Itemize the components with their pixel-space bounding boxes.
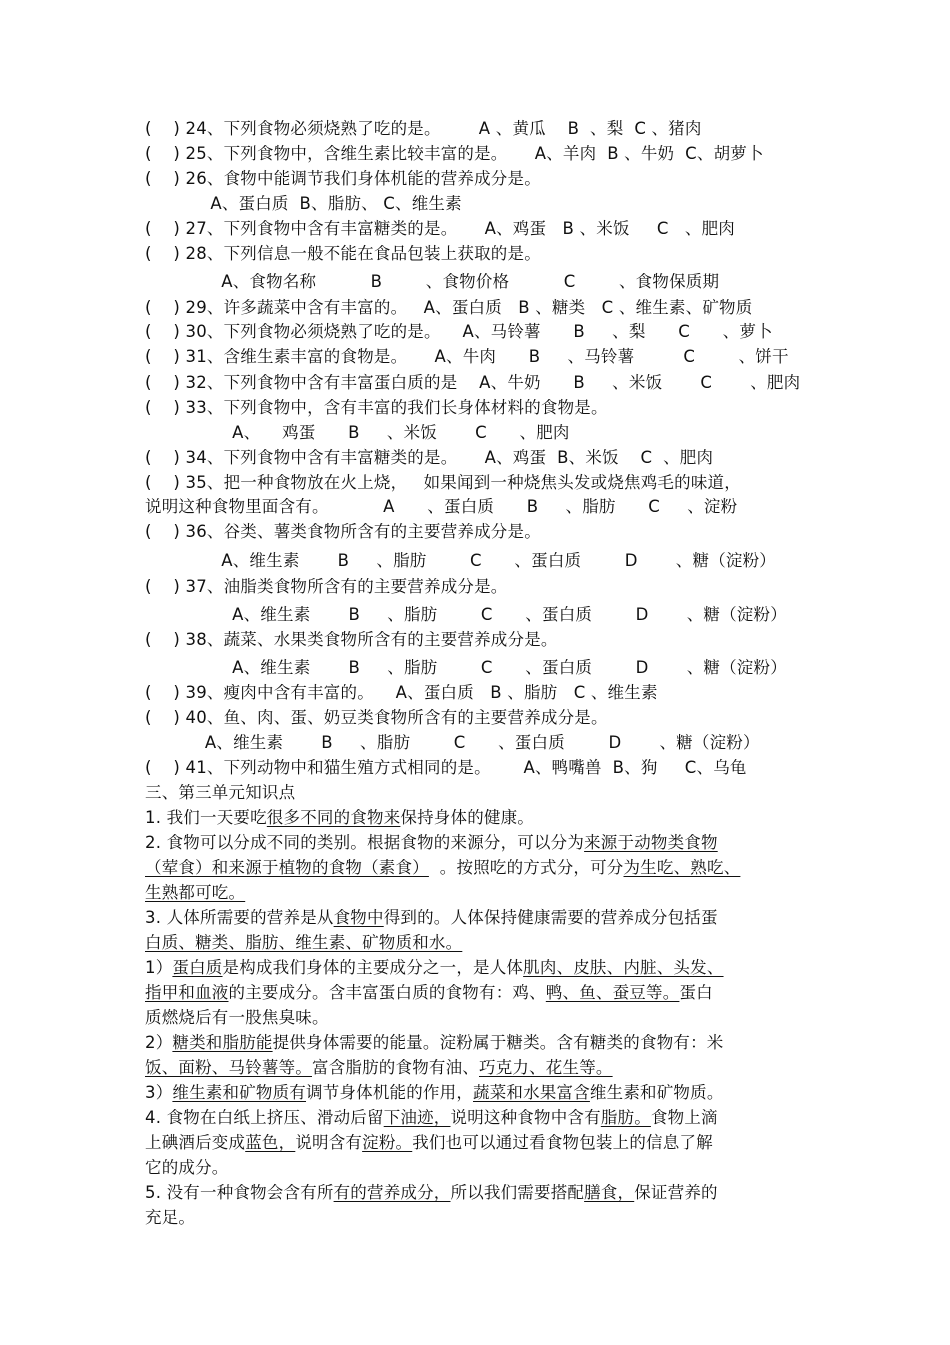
question-38: ( ) 38、蔬菜、水果类食物所含有的主要营养成分是。 xyxy=(145,630,558,649)
note-2-line-3 xyxy=(145,882,245,904)
note-text: 蛋白 xyxy=(679,983,713,1002)
note-blank: 来源于动物类食物 xyxy=(584,833,718,852)
note-7-line-1 xyxy=(145,1107,718,1129)
note-text: 提供身体需要的能量。淀粉属于糖类。含有糖类的食物有：米 xyxy=(272,1033,724,1052)
note-text: 4. 食物在白纸上挤压、滑动后留 xyxy=(145,1108,384,1127)
note-text: 3. 人体所需要的营养是从 xyxy=(145,908,334,927)
note-text: 的主要成分。含丰富蛋白质的食物有：鸡、 xyxy=(228,983,546,1002)
note-1 xyxy=(145,807,534,829)
note-text: 。按照吃的方式分，可分 xyxy=(428,858,624,877)
note-text: 3） xyxy=(145,1083,173,1102)
note-text: 上碘酒后变成 xyxy=(145,1133,246,1152)
note-text: 食物上滴 xyxy=(650,1108,718,1127)
note-text: 维生素和矿物质。 xyxy=(589,1083,724,1102)
note-text: 富含脂肪的食物有油、 xyxy=(312,1058,479,1077)
question-34: ( ) 34、下列食物中含有丰富糖类的是。 A、鸡蛋 B、米饭 C 、肥肉 xyxy=(145,448,714,467)
note-blank: 脂肪。 xyxy=(600,1108,651,1127)
question-31: ( ) 31、含维生素丰富的食物是。 A、牛肉 B 、马铃薯 C 、饼干 xyxy=(145,347,789,366)
note-text: 保证营养的 xyxy=(634,1183,718,1202)
note-text: 2. 食物可以分成不同的类别。根据食物的来源分，可以分为 xyxy=(145,833,585,852)
note-6 xyxy=(145,1082,724,1104)
section-title: 三、第三单元知识点 xyxy=(145,783,296,802)
note-text: 5. 没有一种食物会含有所 xyxy=(145,1183,334,1202)
note-blank: 指甲和血液 xyxy=(145,983,229,1002)
note-blank: 膳食， xyxy=(584,1183,635,1202)
question-26: ( ) 26、食物中能调节我们身体机能的营养成分是。 xyxy=(145,169,541,188)
note-blank: 食物中 xyxy=(333,908,384,927)
note-blank: 蔬菜和水果富含 xyxy=(473,1083,590,1102)
note-blank: 蛋白质 xyxy=(172,958,223,977)
note-3-line-1 xyxy=(145,907,718,929)
note-blank: 肌肉、皮肤、内脏、头发、 xyxy=(523,958,724,977)
question-40: ( ) 40、鱼、肉、蛋、奶豆类食物所含有的主要营养成分是。 xyxy=(145,708,608,727)
note-text: 是构成我们身体的主要成分之一，是人体 xyxy=(222,958,524,977)
question-41: ( ) 41、下列动物中和猫生殖方式相同的是。 A、鸭嘴兽 B、狗 C、乌龟 xyxy=(145,758,747,777)
question-29: ( ) 29、许多蔬菜中含有丰富的。 A、蛋白质 B 、糖类 C 、维生素、矿物质 xyxy=(145,298,753,317)
note-text: 我们也可以通过看食物包装上的信息了解 xyxy=(412,1133,713,1152)
question-28-options: A、食物名称 B 、食物价格 C 、食物保质期 xyxy=(145,272,720,291)
note-blank: 有的营养成分， xyxy=(333,1183,451,1202)
note-text: 1） xyxy=(145,958,173,977)
note-blank: 下油迹， xyxy=(383,1108,451,1127)
question-35: ( ) 35、把一种食物放在火上烧， 如果闻到一种烧焦头发或烧焦鸡毛的味道， xyxy=(145,473,741,492)
note-blank: 生熟都可吃。 xyxy=(145,883,246,902)
question-35-cont: 说明这种食物里面含有。 A 、蛋白质 B 、脂肪 C 、淀粉 xyxy=(145,497,738,516)
note-blank: 鸭、鱼、蚕豆等。 xyxy=(545,983,680,1002)
note-text: 1. 我们一天要吃 xyxy=(145,808,267,827)
note-4-line-2 xyxy=(145,982,713,1004)
note-text: 说明这种食物中含有 xyxy=(450,1108,601,1127)
question-25: ( ) 25、下列食物中，含维生素比较丰富的是。 A、羊肉 B 、牛奶 C、胡萝卜 xyxy=(145,144,764,163)
note-4-line-3: 质燃烧后有一股焦臭味。 xyxy=(145,1008,329,1027)
question-28: ( ) 28、下列信息一般不能在食品包装上获取的是。 xyxy=(145,244,541,263)
note-blank: （荤食）和来源于植物的食物（素食） xyxy=(145,858,429,877)
note-blank: 饭、面粉、马铃薯等。 xyxy=(145,1058,312,1077)
question-33: ( ) 33、下列食物中，含有丰富的我们长身体材料的食物是。 xyxy=(145,398,608,417)
note-blank: 维生素和矿物质有 xyxy=(172,1083,307,1102)
note-7-line-2 xyxy=(145,1132,713,1154)
note-8-line-2: 充足。 xyxy=(145,1208,196,1227)
note-text: 所以我们需要搭配 xyxy=(450,1183,585,1202)
note-5-line-1 xyxy=(145,1032,724,1054)
note-blank: 白质、糖类、脂肪、维生素、矿物质和水。 xyxy=(145,933,463,952)
note-text: 2） xyxy=(145,1033,173,1052)
question-36: ( ) 36、谷类、薯类食物所含有的主要营养成分是。 xyxy=(145,522,541,541)
note-blank: 巧克力、花生等。 xyxy=(479,1058,613,1077)
question-27: ( ) 27、下列食物中含有丰富糖类的是。 A、鸡蛋 B 、米饭 C 、肥肉 xyxy=(145,219,735,238)
note-text: 得到的。人体保持健康需要的营养成分包括蛋 xyxy=(383,908,718,927)
note-2-line-2 xyxy=(145,857,740,879)
question-36-options: A、维生素 B 、脂肪 C 、蛋白质 D 、糖（淀粉） xyxy=(145,551,777,570)
note-blank: 很多不同的食物来 xyxy=(266,808,401,827)
note-blank: 淀粉。 xyxy=(362,1133,413,1152)
note-text: 说明含有 xyxy=(295,1133,363,1152)
note-text: 保持身体的健康。 xyxy=(400,808,535,827)
note-7-line-3: 它的成分。 xyxy=(145,1158,229,1177)
note-3-line-2 xyxy=(145,932,462,954)
question-33-options: A、 鸡蛋 B 、米饭 C 、肥肉 xyxy=(145,423,570,442)
note-8-line-1 xyxy=(145,1182,718,1204)
question-39: ( ) 39、瘦肉中含有丰富的。 A、蛋白质 B 、脂肪 C 、维生素 xyxy=(145,683,658,702)
question-40-options: A、维生素 B 、脂肪 C 、蛋白质 D 、糖（淀粉） xyxy=(145,733,760,752)
note-blank: 蓝色， xyxy=(245,1133,296,1152)
note-5-line-2 xyxy=(145,1057,613,1079)
question-24: ( ) 24、下列食物必须烧熟了吃的是。 A 、黄瓜 B 、梨 C 、猪肉 xyxy=(145,119,702,138)
note-blank: 糖类和脂肪能 xyxy=(172,1033,273,1052)
note-blank: 为生吃、熟吃、 xyxy=(623,858,741,877)
question-37-options: A、维生素 B 、脂肪 C 、蛋白质 D 、糖（淀粉） xyxy=(145,605,787,624)
question-26-options: A、蛋白质 B、脂肪、 C、维生素 xyxy=(145,194,462,213)
question-32: ( ) 32、下列食物中含有丰富蛋白质的是 A、牛奶 B 、米饭 C 、肥肉 xyxy=(145,373,801,392)
question-38-options: A、维生素 B 、脂肪 C 、蛋白质 D 、糖（淀粉） xyxy=(145,658,787,677)
note-text: 调节身体机能的作用， xyxy=(306,1083,474,1102)
question-30: ( ) 30、下列食物必须烧熟了吃的是。 A、马铃薯 B 、梨 C 、萝卜 xyxy=(145,322,773,341)
note-4-line-1 xyxy=(145,957,724,979)
question-37: ( ) 37、油脂类食物所含有的主要营养成分是。 xyxy=(145,577,508,596)
note-2-line-1 xyxy=(145,832,718,854)
